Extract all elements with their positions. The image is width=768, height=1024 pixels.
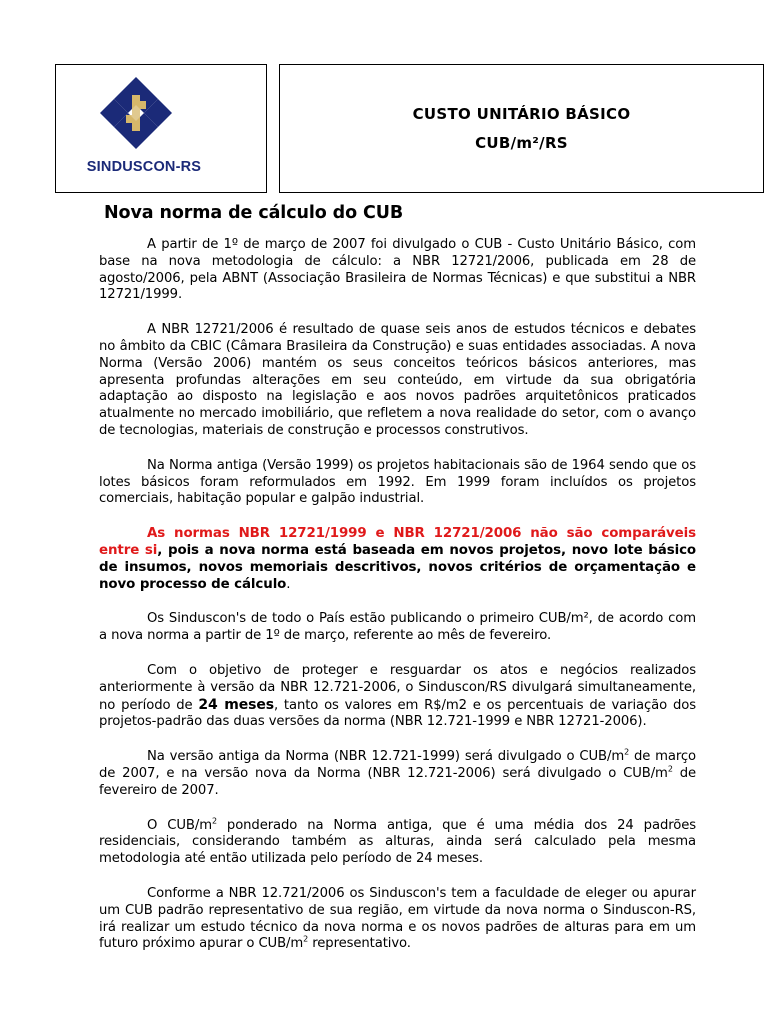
paragraph-4-rest: , pois a nova norma está baseada em novos projetos, novo lote básico de insumos, novos memoriais descritivos, novos critérios de orçamentação e novo processo de cálculo xyxy=(99,542,697,592)
paragraph-1: A partir de 1º de março de 2007 foi divulgado o CUB - Custo Unitário Básico, com base na nova metodologia de cálculo: a NBR 12721/2006, publicada em 28 de agosto/2006, pela ABNT (Associação Brasileira de Normas Técnicas) e que substitui a NBR 12721/1999. xyxy=(99,237,696,303)
paragraph-3: Na Norma antiga (Versão 1999) os projetos habitacionais são de 1964 sendo que os lotes básicos foram reformulados em 1992. Em 1999 foram incluídos os projetos comerciais, habitação popular e galpão industrial. xyxy=(99,457,696,507)
title-box xyxy=(279,64,764,193)
paragraph-8 xyxy=(99,818,696,868)
paragraph-4-end: . xyxy=(286,576,291,592)
paragraph-9-b: representativo. xyxy=(308,936,411,952)
page-title: Nova norma de cálculo do CUB xyxy=(104,203,404,223)
paragraph-6-bold: 24 meses xyxy=(198,696,274,713)
paragraph-5: Os Sinduscon's de todo o País estão publicando o primeiro CUB/m², de acordo com a nova norma a partir de 1º de março, referente ao mês de fevereiro. xyxy=(99,611,696,644)
paragraph-8-b: ponderado na Norma antiga, que é uma média dos 24 padrões residenciais, considerando também as alturas, ainda será calculado pela mesma metodologia até então utilizada pelo período de 24 meses. xyxy=(99,817,696,867)
superscript: 2 xyxy=(211,816,217,826)
paragraph-2: A NBR 12721/2006 é resultado de quase seis anos de estudos técnicos e debates no âmbito da CBIC (Câmara Brasileira da Construção) e suas entidades associadas. A nova Norma (Versão 2006) mantém os seus conceitos teóricos básicos anteriores, mas apresenta profundas alterações em seu conteúdo, em virtude da sua obrigatória adaptação ao disposto na legislação e aos novos padrões arquitetônicos praticados atualmente no mercado imobiliário, que refletem a nova realidade do setor, com o avanço de tecnologias, materiais de construção e processos construtivos. xyxy=(99,322,696,438)
superscript: 2 xyxy=(667,764,673,774)
highlight-red-text: As normas NBR 12721/1999 e NBR 12721/2006 não são comparáveis entre si xyxy=(99,526,696,558)
paragraph-6-c: , tanto os valores em R$/m2 e os percentuais de variação dos projetos-padrão das duas versões da norma (NBR 12.721-1999 e NBR 12721-2006). xyxy=(99,697,696,730)
title-line-1: CUSTO UNITÁRIO BÁSICO xyxy=(412,105,631,123)
paragraph-8-a: O CUB/m xyxy=(147,817,212,833)
superscript: 2 xyxy=(624,747,630,757)
paragraph-6-a: Com o objetivo de proteger e resguardar os atos e negócios realizados anteriormente à versão da NBR 12.721-2006, o Sinduscon/RS divulgará simultaneamente, no período de xyxy=(99,662,696,713)
superscript: 2 xyxy=(303,934,309,944)
paragraph-7-a: Na versão antiga da Norma (NBR 12.721-1999) será divulgado o CUB/m xyxy=(147,749,625,765)
paragraph-7-b: de março de 2007, e na versão nova da Norma (NBR 12.721-2006) será divulgado o CUB/m xyxy=(99,749,697,781)
logo-box xyxy=(55,64,267,193)
sinduscon-logo-icon xyxy=(86,75,186,157)
paragraph-9 xyxy=(99,886,696,953)
paragraph-4 xyxy=(99,526,696,593)
title-line-2: CUB/m²/RS xyxy=(475,134,568,152)
logo-text: SINDUSCON-RS xyxy=(86,159,202,175)
document-body xyxy=(99,237,696,971)
paragraph-7 xyxy=(99,749,696,799)
paragraph-7-c: de fevereiro de 2007. xyxy=(99,765,696,798)
paragraph-6 xyxy=(99,663,696,731)
paragraph-9-a: Conforme a NBR 12.721/2006 os Sinduscon's tem a faculdade de eleger ou apurar um CUB padrão representativo de sua região, em virtude da nova norma o Sinduscon-RS, irá realizar um estudo técnico da nova norma e os novos padrões de alturas para em um futuro próximo apurar o CUB/m xyxy=(99,885,696,952)
